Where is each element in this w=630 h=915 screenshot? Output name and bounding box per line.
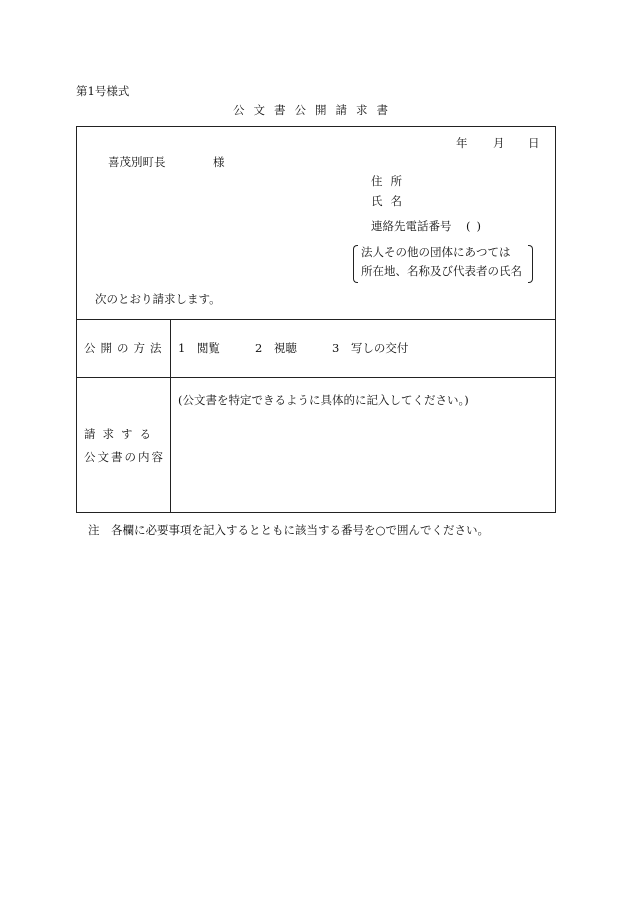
content-label-line2: 公文書の内容 bbox=[84, 450, 165, 464]
form-title: 公文書公開請求書 bbox=[233, 103, 397, 117]
form-number: 第1号様式 bbox=[76, 84, 130, 98]
method-option-view: 1 閲覧 bbox=[178, 341, 220, 355]
phone-parentheses: () bbox=[466, 219, 487, 233]
name-label: 氏名 bbox=[371, 194, 410, 208]
divider-method-content bbox=[76, 377, 556, 378]
method-option-audiovisual: 2 視聴 bbox=[255, 341, 297, 355]
method-option-copy: 3 写しの交付 bbox=[332, 341, 409, 355]
date-year-label: 年 bbox=[456, 136, 468, 150]
request-statement: 次のとおり請求します。 bbox=[95, 292, 221, 306]
addressee-honorific: 様 bbox=[213, 155, 225, 169]
phone-label: 連絡先電話番号 bbox=[371, 219, 452, 233]
divider-header-method bbox=[76, 319, 556, 320]
date-month-label: 月 bbox=[493, 136, 505, 150]
corp-note-right-bracket bbox=[528, 245, 533, 283]
addressee-name: 喜茂別町長 bbox=[108, 155, 166, 169]
corp-note-line2: 所在地、名称及び代表者の氏名 bbox=[361, 264, 522, 278]
content-label-line1: 請求する bbox=[84, 427, 158, 441]
footnote: 注 各欄に必要事項を記入するとともに該当する番号を○で囲んでください。 bbox=[88, 523, 490, 537]
corp-note-line1: 法人その他の団体にあつては bbox=[361, 245, 511, 259]
corp-note-left-bracket bbox=[353, 245, 358, 283]
address-label: 住所 bbox=[371, 174, 410, 188]
content-hint: (公文書を特定できるように具体的に記入してください。) bbox=[178, 393, 469, 407]
date-day-label: 日 bbox=[528, 136, 540, 150]
column-divider bbox=[170, 319, 171, 513]
method-label: 公開の方法 bbox=[84, 341, 167, 355]
